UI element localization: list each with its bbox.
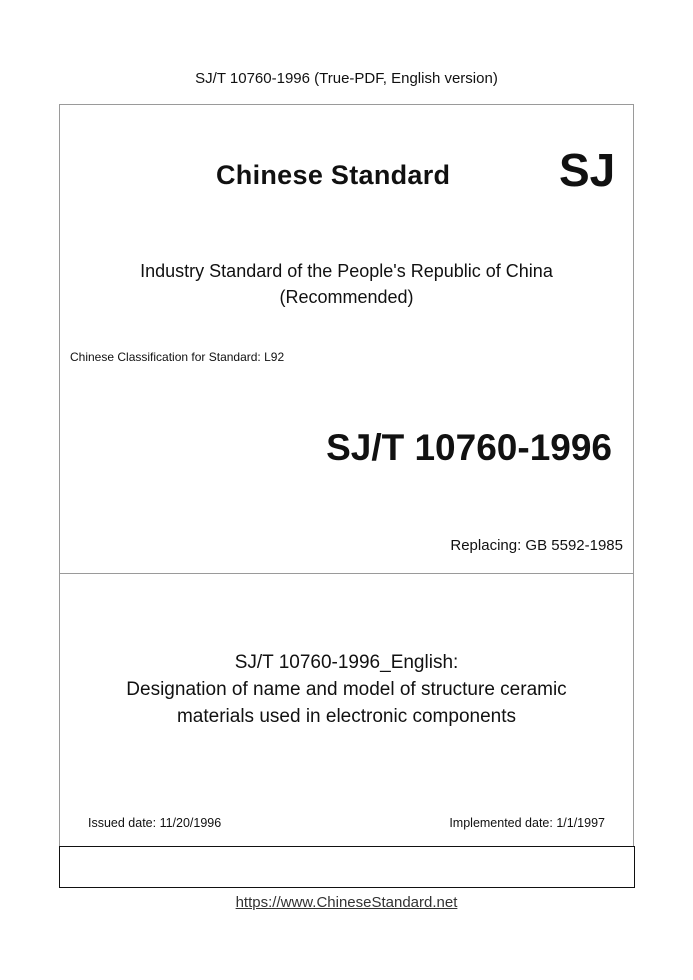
bottom-frame — [59, 846, 635, 888]
website-link[interactable]: https://www.ChineseStandard.net — [235, 894, 458, 911]
issued-date: Issued date: 11/20/1996 — [88, 816, 222, 830]
page-header: SJ/T 10760-1996 (True-PDF, English version) — [195, 70, 498, 87]
industry-line-2: (Recommended) — [279, 287, 414, 307]
document-title — [59, 649, 634, 730]
industry-line-1: Industry Standard of the People's Republic of China — [140, 261, 553, 281]
standard-type-title: Chinese Standard — [216, 160, 451, 190]
document-title-line-3: materials used in electronic components — [176, 706, 516, 727]
industry-statement — [59, 258, 634, 310]
standard-code-mark: SJ — [559, 144, 616, 196]
document-title-line-2: Designation of name and model of structure ceramic — [126, 679, 567, 700]
replacing-note: Replacing: GB 5592-1985 — [450, 537, 623, 554]
standard-number: SJ/T 10760-1996 — [326, 427, 612, 468]
implemented-date: Implemented date: 1/1/1997 — [449, 816, 605, 830]
classification-code: Chinese Classification for Standard: L92 — [70, 350, 285, 364]
document-title-line-1: SJ/T 10760-1996_English: — [234, 652, 459, 673]
footer — [0, 894, 693, 912]
